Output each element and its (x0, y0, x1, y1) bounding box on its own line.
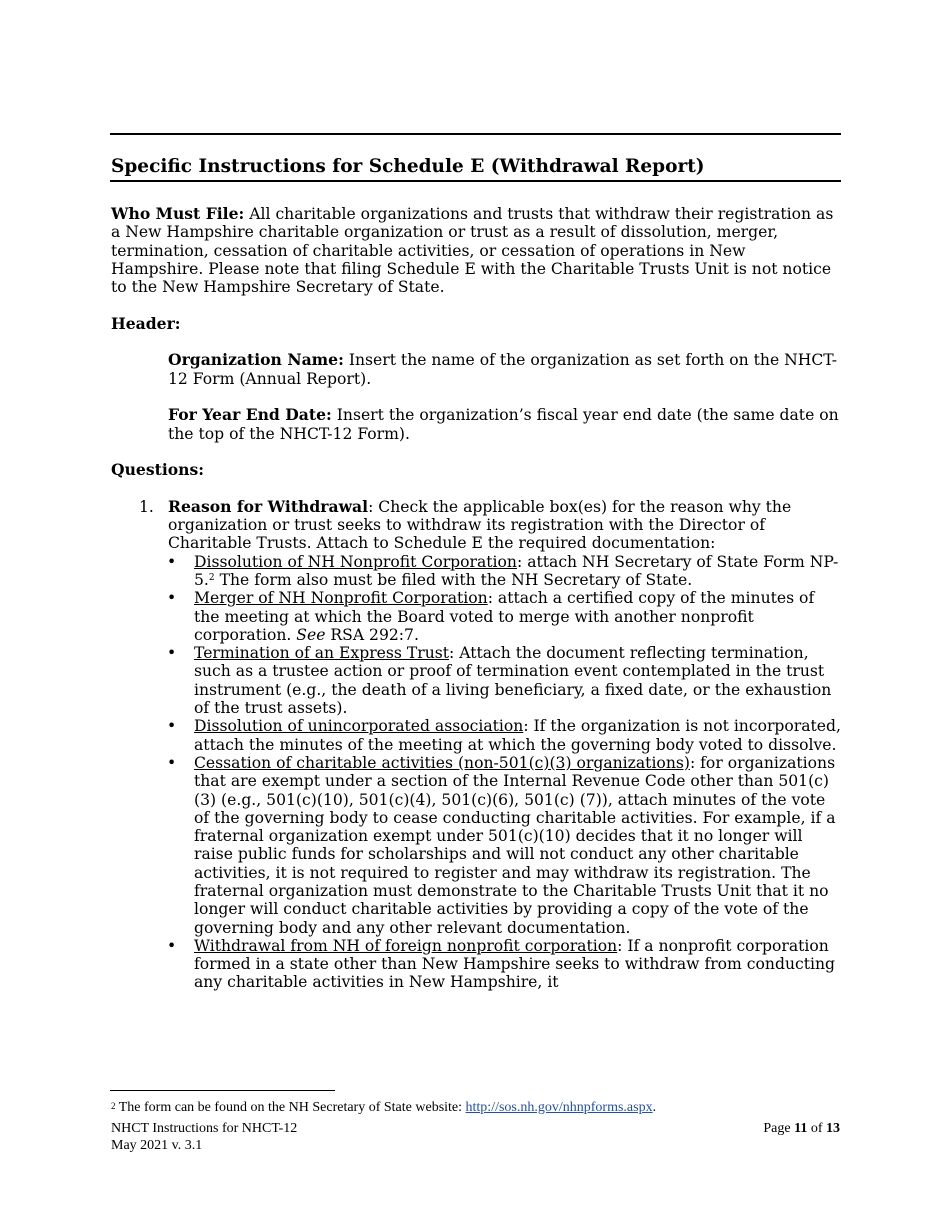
bullet-glyph: • (167, 936, 177, 955)
withdrawal-reasons-list (167, 552, 841, 992)
footnote-ref[interactable]: 2 (208, 572, 215, 583)
list-item: • Cessation of charitable activities (non-501(c)(3) organizations): for organizations that are exempt under a section of the Internal Revenue Code other than 501(c)(3) (e.g., 501(c)(10), 501(c)(4), 501(c)(6), 501(c) (7)), attach minutes of the vote of the governing body to cease conducting charitable activities. For example, if a fraternal organization exempt under 501(c)(10) decides that it no longer will raise public funds for scholarships and will not conduct any other charitable activities, it is not required to register and may withdraw its registration. The fraternal organization must demonstrate to the Charitable Trusts Unit that it no longer will conduct charitable activities by providing a copy of the vote of the governing body and any other relevant documentation. (167, 753, 836, 937)
list-item: • Dissolution of NH Nonprofit Corporation: attach NH Secretary of State Form NP-5.$^2$ The form also must be filed with the NH Secretary of State. (167, 552, 839, 589)
bullet-glyph: • (167, 717, 177, 736)
current-page: 11 (794, 1121, 808, 1136)
page-number: Page 11 of 13 (763, 1121, 840, 1136)
question-1 (139, 496, 841, 553)
question-1-text: : Check the applicable box(es) for the reason why the organization or trust seeks to withdraw its registration with the Director of Charitable Trusts. Attach to Schedule E the required documentation: (168, 497, 792, 553)
bullet-glyph: • (167, 552, 177, 571)
who-must-file-text: All charitable organizations and trusts that withdraw their registration as a New Hampshire charitable organization or trust as a result of dissolution, merger, termination, cessation of charitable activities, or cessation of operations in New Hampshire. Please note that filing Schedule E with the Charitable Trusts Unit is not notice to the New Hampshire Secretary of State. (111, 205, 834, 297)
org-name-text: Insert the name of the organization as set forth on the NHCT-12 Form (Annual Report). (168, 351, 837, 388)
footer-version: May 2021 v. 3.1 (111, 1138, 203, 1153)
document-body (111, 205, 841, 992)
total-pages: 13 (826, 1121, 840, 1136)
list-item: • Merger of NH Nonprofit Corporation: attach a certified copy of the minutes of the meeting at which the Board voted to merge with another nonprofit corporation. See RSA 292:7. (167, 589, 815, 644)
list-item-heading: Dissolution of NH Nonprofit Corporation (194, 552, 517, 571)
list-item-heading: Termination of an Express Trust (194, 644, 450, 663)
question-number: 1. (139, 497, 154, 516)
footnote-separator (110, 1090, 335, 1091)
list-item: • Dissolution of unincorporated association: If the organization is not incorporated, attach the minutes of the meeting at which the governing body voted to dissolve. (167, 717, 841, 754)
footnote: $^2$ The form can be found on the NH Secretary of State website: http://sos.nh.gov/nhnpforms.aspx. (111, 1100, 657, 1115)
list-item-heading: Dissolution of unincorporated association (194, 717, 524, 736)
top-rule (110, 133, 841, 135)
footer-left (111, 1120, 297, 1154)
list-item-heading: Merger of NH Nonprofit Corporation (194, 589, 488, 608)
org-name-label: Organization Name: (168, 350, 344, 370)
question-1-label: Reason for Withdrawal (168, 496, 369, 516)
year-end-label: For Year End Date: (168, 405, 332, 425)
header-heading: Header: (111, 313, 181, 333)
list-item-heading: Cessation of charitable activities (non-501(c)(3) organizations) (194, 753, 690, 772)
sos-forms-link[interactable]: http://sos.nh.gov/nhnpforms.aspx (465, 1100, 653, 1115)
footer-doc-name: NHCT Instructions for NHCT-12 (111, 1121, 298, 1136)
section-title: Specific Instructions for Schedule E (Withdrawal Report) (111, 156, 705, 177)
who-must-file-paragraph (111, 205, 841, 296)
list-item: • Termination of an Express Trust: Attach the document reflecting termination, such as a trustee action or proof of termination event contemplated in the trust instrument (e.g., the death of a living beneficiary, a fixed date, or the exhaustion of the trust assets). (167, 644, 832, 718)
bullet-glyph: • (167, 753, 177, 772)
list-item-heading: Withdrawal from NH of foreign nonprofit corporation (194, 936, 618, 955)
title-underline-rule (110, 180, 841, 182)
list-item: • Withdrawal from NH of foreign nonprofit corporation: If a nonprofit corporation formed in a state other than New Hampshire seeks to withdraw from conducting any charitable activities in New Hampshire, it (167, 936, 836, 992)
year-end-text: Insert the organization’s fiscal year end date (the same date on the top of the NHCT-12 Form). (168, 406, 839, 443)
footnote-marker: 2 (111, 1101, 116, 1111)
year-end-paragraph (168, 406, 841, 443)
bullet-glyph: • (167, 644, 177, 663)
org-name-paragraph (168, 351, 841, 388)
who-must-file-label: Who Must File: (111, 204, 245, 223)
questions-heading: Questions: (111, 460, 205, 480)
bullet-glyph: • (167, 589, 177, 608)
